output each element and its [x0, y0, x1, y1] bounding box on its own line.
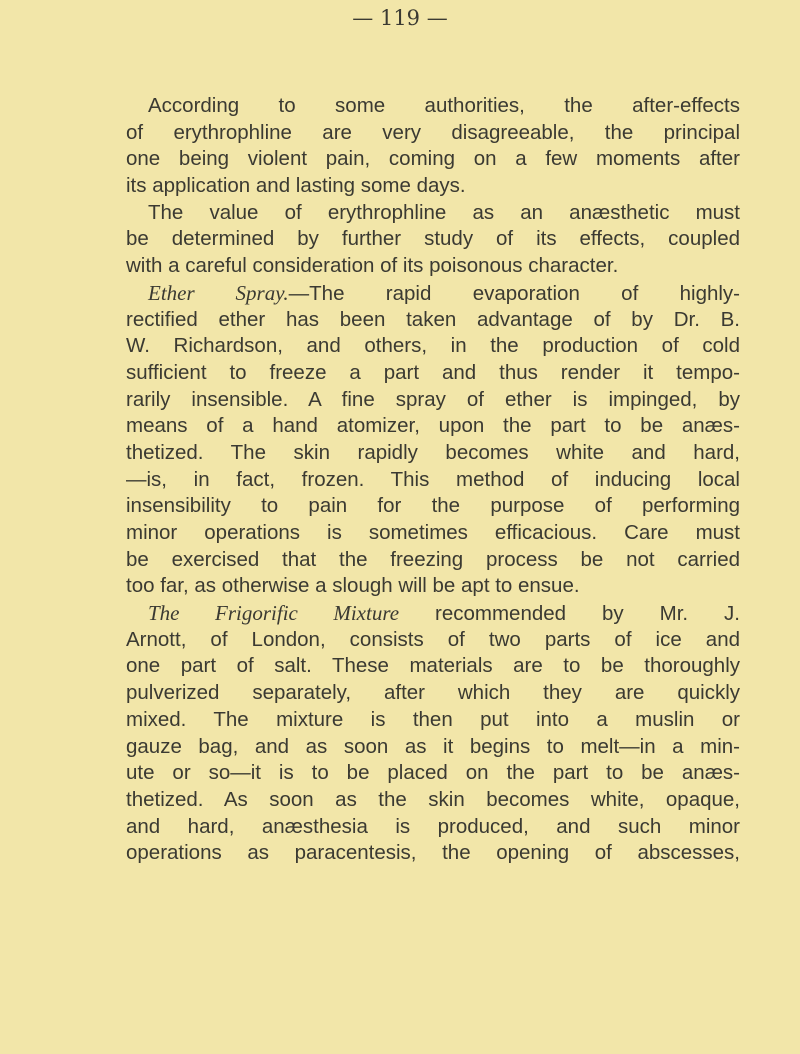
line-text: —is, in fact, frozen. This method of inducing local: [126, 467, 740, 491]
line-text: means of a hand atomizer, upon the part to be anæs-: [126, 414, 740, 438]
line-text: rarily insensible. A fine spray of ether is impinged, by: [126, 387, 740, 411]
text-line: [126, 387, 740, 414]
text-line: [126, 520, 740, 547]
line-text: one being violent pain, coming on a few moments after: [126, 147, 740, 171]
line-text: Arnott, of London, consists of two parts of ice and: [126, 627, 740, 651]
text-line: [126, 653, 740, 680]
text-line: [126, 307, 740, 334]
text-line: [126, 120, 740, 147]
line-text: pulverized separately, after which they are quickly: [126, 681, 740, 705]
line-text: insensibility to pain for the purpose of performing: [126, 494, 740, 518]
text-line: [126, 573, 740, 600]
line-text: According to some authorities, the after-effects: [148, 94, 740, 117]
text-line: [126, 734, 740, 761]
text-line: [126, 173, 740, 200]
text-line: [126, 680, 740, 707]
text-line: [126, 413, 740, 440]
text-line: [126, 253, 740, 280]
text-line: [126, 467, 740, 494]
line-text: its application and lasting some days.: [126, 174, 466, 198]
line-text: mixed. The mixture is then put into a muslin or: [126, 707, 740, 731]
text-line: [126, 760, 740, 787]
text-line: [126, 146, 740, 173]
page-number: — 119 —: [352, 6, 448, 30]
text-line: [126, 280, 740, 307]
line-text: thetized. As soon as the skin becomes white, opaque,: [126, 787, 740, 811]
line-text: be determined by further study of its effects, coupled: [126, 227, 740, 251]
line-text: —The rapid evaporation of highly-: [288, 281, 741, 305]
text-line: [126, 226, 740, 253]
line-text: recommended by Mr. J.: [399, 602, 740, 626]
line-text: thetized. The skin rapidly becomes white and hard,: [126, 440, 740, 464]
line-text: too far, as otherwise a slough will be apt to ensue.: [126, 574, 580, 598]
text-line: [126, 360, 740, 387]
line-text: one part of salt. These materials are to be thoroughly: [126, 654, 740, 678]
line-text: of erythrophline are very disagreeable, the principal: [126, 120, 740, 144]
text-line: [126, 333, 740, 360]
text-line: [126, 600, 740, 627]
text-line: [126, 787, 740, 814]
text-line: [126, 840, 740, 867]
line-text: be exercised that the freezing process be not carried: [126, 547, 740, 571]
text-line: [126, 93, 740, 120]
line-text: sufficient to freeze a part and thus render it tempo-: [126, 360, 740, 384]
page-body-text: [126, 93, 740, 867]
line-text: operations as paracentesis, the opening of abscesses,: [126, 841, 740, 865]
line-text: ute or so—it is to be placed on the part to be anæs-: [126, 761, 740, 785]
line-text: The value of erythrophline as an anæsthetic must: [148, 200, 740, 224]
line-text: with a careful consideration of its poisonous character.: [126, 254, 619, 278]
text-line: [126, 440, 740, 467]
italic-heading: The Frigorific Mixture: [148, 601, 400, 626]
italic-heading: Ether Spray.: [148, 280, 289, 305]
text-line: [126, 547, 740, 574]
line-text: W. Richardson, and others, in the production of cold: [126, 334, 740, 358]
text-line: [126, 627, 740, 654]
line-text: gauze bag, and as soon as it begins to melt—in a min-: [126, 734, 740, 758]
text-line: [126, 493, 740, 520]
text-line: [126, 707, 740, 734]
line-text: and hard, anæsthesia is produced, and such minor: [126, 814, 740, 838]
text-line: [126, 200, 740, 227]
line-text: rectified ether has been taken advantage of by Dr. B.: [126, 307, 740, 331]
text-line: [126, 814, 740, 841]
line-text: minor operations is sometimes efficacious. Care must: [126, 521, 740, 544]
